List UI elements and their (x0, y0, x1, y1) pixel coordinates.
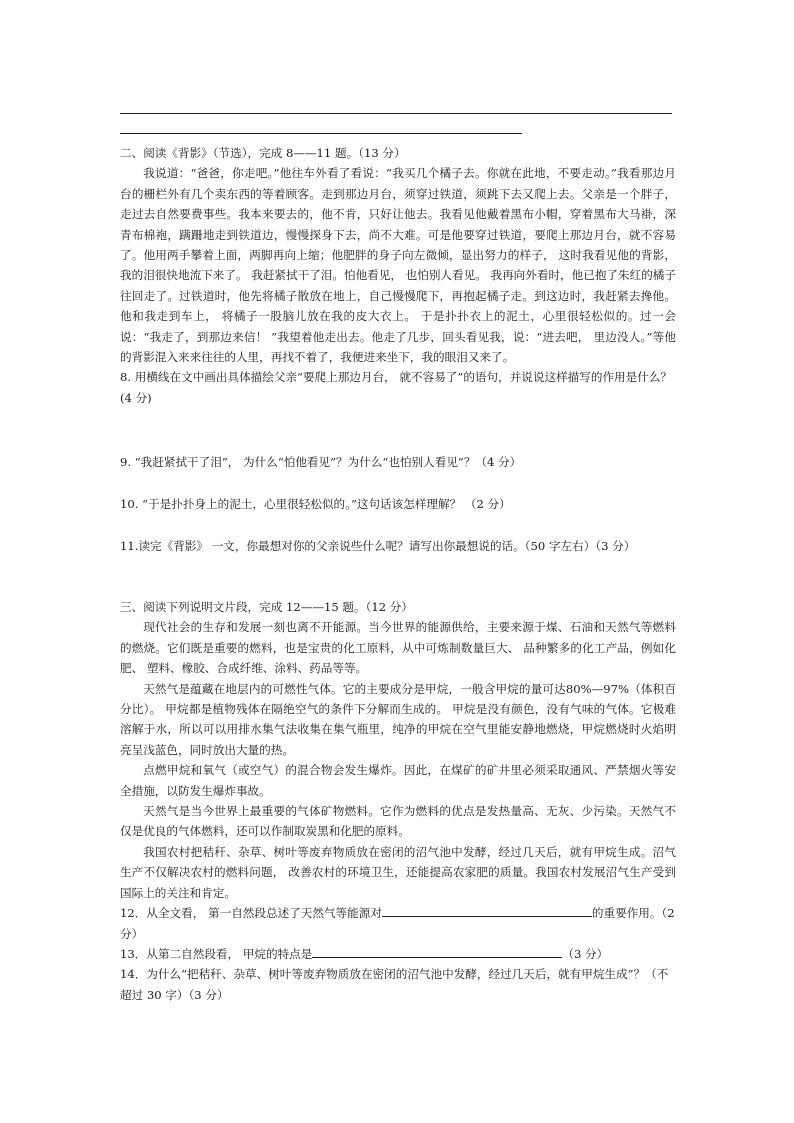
question-12-answer-blank[interactable] (382, 904, 592, 917)
header-rule-short (120, 133, 522, 134)
section-3-paragraph-1: 现代社会的生存和发展一刻也离不开能源。当今世界的能源供给，主要来源于煤、石油和天然气等燃料的燃烧。它们既是重要的燃料，也是宝贵的化工原料，从中可炼制数量巨大、 品种繁多的化工产品，例如化肥、 塑料、橡胶、合成纤维、涂料、药品等等。 (120, 620, 676, 676)
section-2-passage: 我说道：“爸爸，你走吧。”他往车外看了看说：“我买几个橘子去。你就在此地，不要走动。”我看那边月台的栅栏外有几个卖东西的等着顾客。走到那边月台，须穿过铁道，须跳下去又爬上去。父亲是一个胖子，走过去自然要费事些。我本来要去的，他不肯，只好让他去。我看见他戴着黑布小帽，穿着黑布大马褂，深青布棉袍，蹒跚地走到铁道边，慢慢探身下去，尚不大难。可是他要穿过铁道，要爬上那边月台，就不容易了。他用两手攀着上面，两脚再向上缩；他肥胖的身子向左微倾，显出努力的样子， 这时我看见他的背影， 我的泪很快地流下来了。 我赶紧拭干了泪。怕他看见， 也怕别人看见。 我再向外看时，他已抱了朱红的橘子往回走了。过铁道时，他先将橘子散放在地上，自己慢慢爬下，再抱起橘子走。到这边时，我赶紧去搀他。他和我走到车上， 将橘子一股脑儿放在我的皮大衣上。 于是扑扑衣上的泥土，心里很轻松似的。过一会说：“我走了，到那边来信！ ”我望着他走出去。他走了几步，回头看见我，说：“进去吧， 里边没人。”等他的背影混入来来往往的人里，再找不着了，我便进来坐下，我的眼泪又来了。 (120, 166, 676, 365)
question-10-block (120, 494, 676, 514)
question-13 (120, 944, 676, 964)
section-2-heading: 二、阅读《背影》（节选），完成 8——11 题。（13 分） (120, 146, 406, 160)
question-8: 8. 用横线在文中画出具体描绘父亲“要爬上那边月台， 就不容易了”的语句，并说说这样描写的作用是什么？ (4 分) (120, 370, 673, 405)
question-12-prefix: 12．从全文看， 第一自然段总述了天然气等能源对 (120, 906, 382, 921)
section-3 (120, 597, 676, 1005)
section-3-paragraph-2: 天然气是蕴藏在地层内的可燃性气体。它的主要成分是甲烷，一般含甲烷的量可达80%—97%（体积百分比）。 甲烷都是植物残体在隔绝空气的条件下分解而生成的。 甲烷是没有颜色，没有气味的气体。它极难溶解于水，所以可以用排水集气法收集在集气瓶里，纯净的甲烷在空气里能安静地燃烧，甲烷燃烧时火焰明亮呈浅蓝色，同时放出大量的热。 (120, 681, 676, 757)
section-3-paragraph-5: 我国农村把秸秆、杂草、树叶等废弃物质放在密闭的沼气池中发酵，经过几天后，就有甲烷生成。沼气生产不仅解决农村的燃料问题， 改善农村的环境卫生，还能提高农家肥的质量。我国农村发展沼气生产受到国际上的关注和肯定。 (120, 844, 676, 900)
section-3-heading: 三、阅读下列说明文片段，完成 12——15 题。（12 分） (120, 600, 413, 614)
section-3-paragraph-4: 天然气是当今世界上最重要的气体矿物燃料。它作为燃料的优点是发热量高、无灰、少污染。天然气不仅是优良的气体燃料，还可以作制取炭黑和化肥的原料。 (120, 804, 676, 839)
question-9: 9. “我赶紧拭干了泪”， 为什么“怕他看见”？为什么“也怕别人看见”？（4 分） (120, 455, 522, 469)
question-12 (120, 903, 676, 944)
question-11-block (120, 536, 676, 556)
question-12-suffix: 的重要作用。（2 分） (120, 906, 675, 941)
question-9-block (120, 452, 676, 472)
header-rule (120, 113, 672, 114)
question-14: 14．为什么“把秸秆、杂草、树叶等废弃物质放在密闭的沼气池中发酵，经过几天后，就有甲烷生成”？（不超过 30 字）（3 分） (120, 967, 669, 1002)
question-13-prefix: 13．从第二自然段看， 甲烷的特点是 (120, 946, 313, 961)
question-11: 11.读完《背影》 一文，你最想对你的父亲说些什么呢？请写出你最想说的话。（50 字左右）（3 分） (120, 539, 636, 553)
question-13-suffix: （3 分） (562, 946, 609, 961)
section-3-paragraph-3: 点燃甲烷和氧气（或空气）的混合物会发生爆炸。因此，在煤矿的矿井里必须采取通风、严禁烟火等安全措施，以防发生爆炸事故。 (120, 763, 676, 798)
question-13-answer-blank[interactable] (312, 945, 562, 958)
section-2 (120, 143, 676, 408)
question-10: 10. “于是扑扑身上的泥土，心里很轻松似的。”这句话该怎样理解？ （2 分） (120, 497, 511, 511)
